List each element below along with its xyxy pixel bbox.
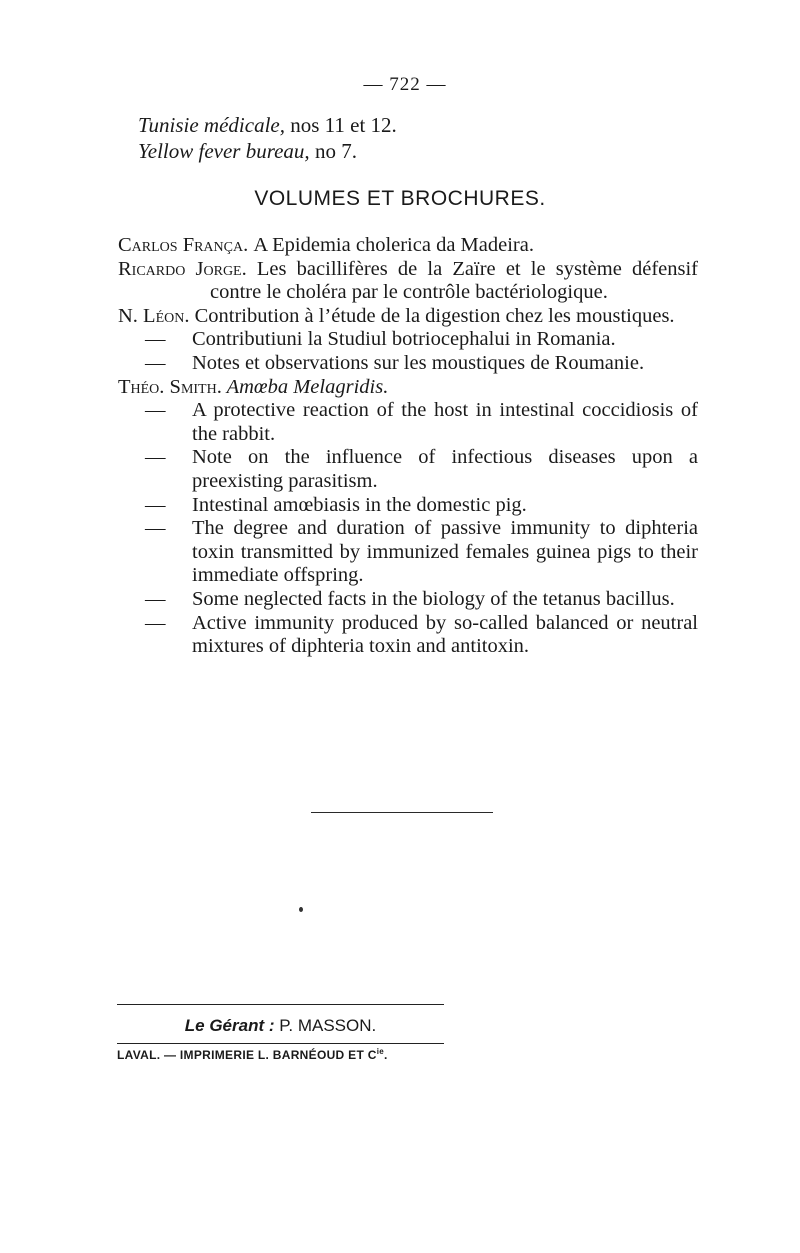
entry-text: Contribution à l’étude de la digestion chez les moustiques. [189, 304, 675, 327]
imprint-superscript: ie [376, 1047, 384, 1056]
journal-issue: no 7. [309, 139, 357, 163]
list-item [118, 376, 698, 400]
printer-imprint [117, 1047, 388, 1062]
list-item [118, 517, 698, 588]
footer-rule-top [117, 1004, 444, 1005]
entry-text: Contributiuni la Studiul botriocephalui in Romania. [192, 328, 616, 351]
page-number: — 722 — [363, 74, 447, 95]
gerant-name: P. MASSON. [274, 1016, 377, 1035]
entry-author: Ricardo Jorge. [118, 257, 247, 280]
entry-text: Notes et observations sur les moustiques de Roumanie. [192, 351, 645, 374]
entry-author: N. Léon. [118, 304, 190, 327]
list-item [118, 399, 698, 446]
entry-text: A protective reaction of the host in intestinal coccidiosis of the rabbit. [192, 399, 698, 445]
entry-text: Les bacillifères de la Zaïre et le système défensif contre le choléra par le contrôle bactériologique. [210, 257, 698, 304]
gerant-label: Le Gérant : [184, 1016, 275, 1035]
list-item [118, 352, 698, 376]
ditto-dash: — [145, 351, 166, 374]
entry-author: Théo. Smith. [118, 375, 222, 398]
list-item [118, 234, 698, 258]
footer-rule-bottom [117, 1043, 444, 1044]
ditto-dash: — [145, 399, 166, 422]
entry-text: Intestinal amœbiasis in the domestic pig. [192, 493, 527, 516]
entry-text: Note on the influence of infectious diseases upon a preexisting parasitism. [192, 446, 698, 492]
ditto-dash: — [145, 328, 166, 351]
ditto-dash: — [145, 517, 166, 540]
entry-text: Active immunity produced by so-called balanced or neutral mixtures of diphteria toxin and antitoxin. [192, 611, 698, 658]
journal-title: Tunisie médicale, [138, 113, 285, 137]
imprint-text: LAVAL. — IMPRIMERIE L. BARNÉOUD ET C [117, 1048, 377, 1062]
list-item [118, 612, 698, 659]
entry-text: A Epidemia cholerica da Madeira. [248, 234, 534, 256]
entry-author: Carlos Françа. [118, 234, 249, 256]
journal-line [138, 113, 397, 138]
ditto-dash: — [145, 493, 166, 516]
publisher-manager-line [117, 1016, 444, 1036]
list-item [118, 328, 698, 352]
section-title: VOLUMES ET BROCHURES. [254, 187, 546, 210]
ditto-dash: — [145, 446, 166, 469]
list-item [118, 588, 698, 612]
list-item [118, 494, 698, 518]
journal-issue: nos 11 et 12. [284, 113, 397, 137]
ditto-dash: — [145, 587, 166, 610]
list-item [118, 258, 698, 305]
imprint-period: . [383, 1048, 388, 1062]
list-item [118, 305, 698, 329]
entry-title-italic: Amœba Melagridis. [221, 375, 389, 398]
entry-text: Some neglected facts in the biology of the tetanus bacillus. [192, 587, 675, 610]
print-speck [299, 907, 303, 912]
section-divider [311, 812, 493, 813]
list-item [118, 446, 698, 493]
ditto-dash: — [145, 611, 166, 634]
journal-line [138, 139, 357, 164]
journal-title: Yellow fever bureau, [138, 139, 310, 163]
entry-text: The degree and duration of passive immunity to diphteria toxin transmitted by immunized females guinea pigs to their immediate offspring. [192, 517, 698, 587]
bibliography-list [118, 234, 698, 659]
